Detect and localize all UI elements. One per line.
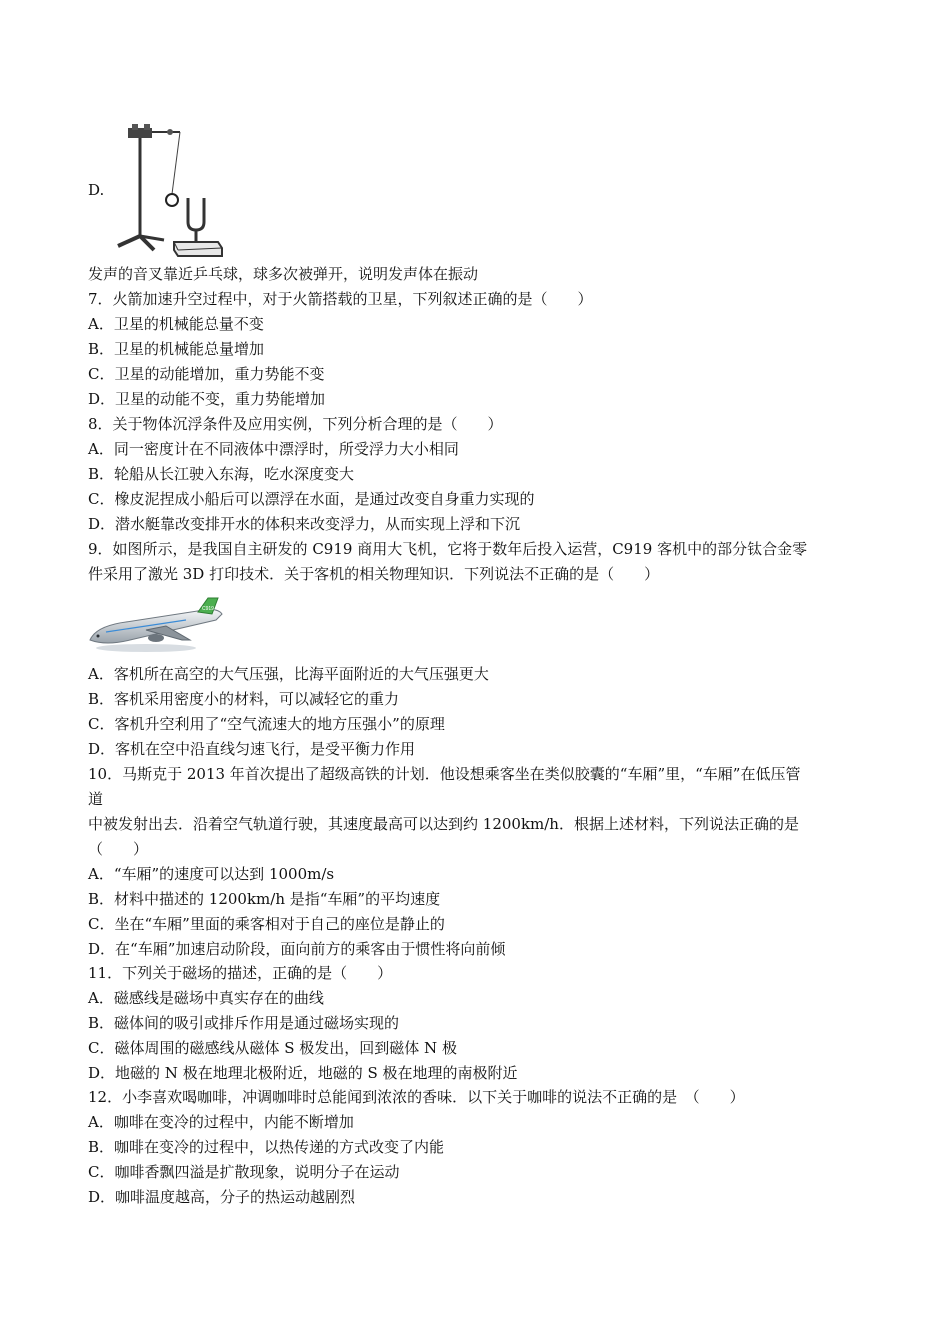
tuning-fork-figure bbox=[110, 118, 230, 258]
question-10-stem-line-2: 道 bbox=[88, 790, 104, 808]
question-8-option-b: B．轮船从长江驶入东海，吃水深度变大 bbox=[88, 465, 355, 483]
question-9-stem-line-1: 9．如图所示，是我国自主研发的 C919 商用大飞机，它将于数年后投入运营，C919 客机中的部分钛合金零 bbox=[88, 540, 808, 558]
question-10-option-a: A．“车厢”的速度可以达到 1000m/s bbox=[88, 865, 335, 883]
question-12-option-c: C．咖啡香飘四溢是扩散现象，说明分子在运动 bbox=[88, 1163, 400, 1181]
question-12-option-d: D．咖啡温度越高，分子的热运动越剧烈 bbox=[88, 1188, 356, 1206]
question-9-option-d: D．客机在空中沿直线匀速飞行，是受平衡力作用 bbox=[88, 740, 416, 758]
question-9-option-b: B．客机采用密度小的材料，可以减轻它的重力 bbox=[88, 690, 400, 708]
question-8-option-a: A．同一密度计在不同液体中漂浮时，所受浮力大小相同 bbox=[88, 440, 459, 458]
question-7-stem: 7．火箭加速升空过程中，对于火箭搭载的卫星，下列叙述正确的是（ ） bbox=[88, 290, 593, 308]
question-10-option-c: C．坐在“车厢”里面的乘客相对于自己的座位是静止的 bbox=[88, 915, 445, 933]
c919-airplane-image bbox=[86, 596, 232, 654]
question-12-stem: 12．小李喜欢喝咖啡，冲调咖啡时总能闻到浓浓的香味．以下关于咖啡的说法不正确的是 （ ） bbox=[88, 1088, 745, 1106]
question-11-stem: 11．下列关于磁场的描述，正确的是（ ） bbox=[88, 964, 393, 982]
question-7-option-a: A．卫星的机械能总量不变 bbox=[88, 315, 264, 333]
question-10-option-b: B．材料中描述的 1200km/h 是指“车厢”的平均速度 bbox=[88, 890, 441, 908]
option-d-label: D. bbox=[88, 181, 105, 199]
question-7-option-d: D．卫星的动能不变，重力势能增加 bbox=[88, 390, 326, 408]
question-10-stem-line-3: 中被发射出去．沿着空气轨道行驶，其速度最高可以达到约 1200km/h．根据上述材料，下列说法正确的是 bbox=[88, 815, 799, 833]
question-11-option-b: B．磁体间的吸引或排斥作用是通过磁场实现的 bbox=[88, 1014, 400, 1032]
question-8-option-d: D．潜水艇靠改变排开水的体积来改变浮力，从而实现上浮和下沉 bbox=[88, 515, 521, 533]
question-9-stem-line-2: 件采用了激光 3D 打印技术．关于客机的相关物理知识．下列说法不正确的是（ ） bbox=[88, 565, 660, 583]
question-12-option-a: A．咖啡在变冷的过程中，内能不断增加 bbox=[88, 1113, 354, 1131]
question-8-stem: 8．关于物体沉浮条件及应用实例，下列分析合理的是（ ） bbox=[88, 415, 503, 433]
question-11-option-d: D．地磁的 N 极在地理北极附近，地磁的 S 极在地理的南极附近 bbox=[88, 1064, 518, 1082]
question-12-option-b: B．咖啡在变冷的过程中，以热传递的方式改变了内能 bbox=[88, 1138, 445, 1156]
question-10-stem-line-1: 10．马斯克于 2013 年首次提出了超级高铁的计划．他设想乘客坐在类似胶囊的“车厢”里，“车厢”在低压管 bbox=[88, 765, 801, 783]
question-7-option-b: B．卫星的机械能总量增加 bbox=[88, 340, 265, 358]
question-9-option-c: C．客机升空利用了“空气流速大的地方压强小”的原理 bbox=[88, 715, 445, 733]
option-d-caption: 发声的音叉靠近乒乓球，球多次被弹开，说明发声体在振动 bbox=[88, 265, 479, 283]
plane-logo-text: C919 bbox=[202, 606, 214, 612]
question-10-stem-line-4: （ ） bbox=[88, 840, 149, 858]
question-11-option-a: A．磁感线是磁场中真实存在的曲线 bbox=[88, 989, 324, 1007]
question-10-option-d: D．在“车厢”加速启动阶段，面向前方的乘客由于惯性将向前倾 bbox=[88, 940, 506, 958]
question-9-option-a: A．客机所在高空的大气压强，比海平面附近的大气压强更大 bbox=[88, 665, 489, 683]
question-11-option-c: C．磁体周围的磁感线从磁体 S 极发出，回到磁体 N 极 bbox=[88, 1039, 457, 1057]
question-8-option-c: C．橡皮泥捏成小船后可以漂浮在水面，是通过改变自身重力实现的 bbox=[88, 490, 535, 508]
question-7-option-c: C．卫星的动能增加，重力势能不变 bbox=[88, 365, 325, 383]
